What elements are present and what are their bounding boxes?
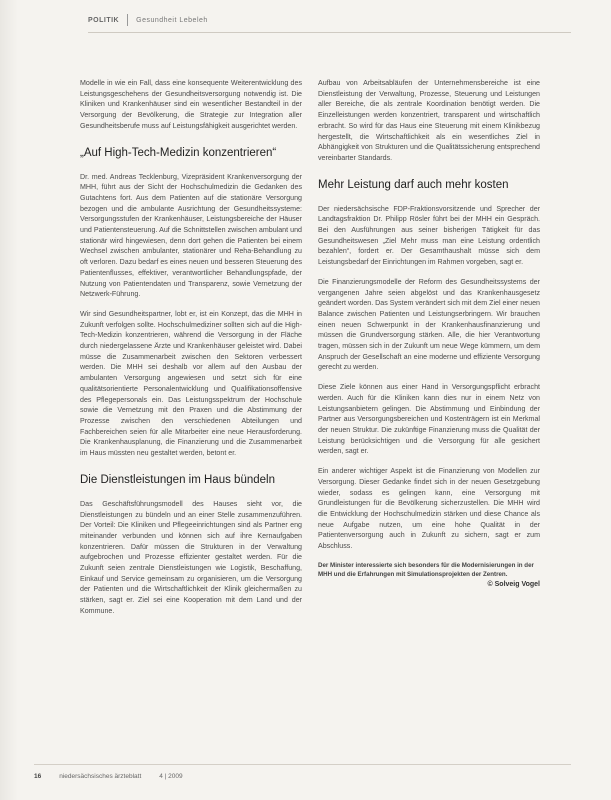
page-footer: [34, 770, 571, 782]
paragraph: Die Finanzierungsmodelle der Reform des Gesundheitssystems der vergangenen Jahre seien abgelöst und das Krankenhausgesetz geändert worden. Das System verändert sich mit dem Ziel einer neuen Balance zwischen Patienten und Leistungserbringern. Wir brauchen einen neuen Schwerpunkt in der Krankenhausfinanzierung und müssen die Grundversorgung stärken. Alle, die hier Verantwortung tragen, müssen sich in der Zukunft um neue Wege kümmern, um dem Anspruch der Gesellschaft an eine moderne und effiziente Versorgung gerecht zu werden.: [318, 277, 540, 372]
section-label: POLITIK: [88, 16, 120, 24]
right-column: [318, 78, 540, 588]
paragraph: Diese Ziele können aus einer Hand in Versorgungspflicht erbracht werden. Auch für die Kliniken kann dies nur in einem Netz von Leistungsanbietern gelingen. Die Abstimmung und Einbindung der Partner aus Versorgungsbereichen und Kostenträgern ist ein Merkmal der neuen Struktur. Die zukünftige Finanzierung muss die Qualität der Leistung berücksichtigen und die Versorgung für alle gesichert werden, sagt er.: [318, 383, 540, 456]
publication-name: niedersächsisches ärzteblatt: [59, 772, 142, 780]
issue-label: 4 | 2009: [159, 772, 183, 780]
paragraph: Aufbau von Arbeitsabläufen der Unternehmensbereiche ist eine Dienstleistung der Verwaltung, Prozesse, Steuerung und Leistungen aller Bereiche, die als zentrale Koordination benötigt werden. Die Einzelleistungen werden konzentriert, transparent und wirtschaftlich erbracht. So wird für das Haus eine Steuerung mit einem Klinikbezug hergestellt, die Wirtschaftlichkeit als ein wesentliches Ziel in Abhängigkeit von Strukturen und die Qualitätssicherung entsprechend vereinbarter Standards.: [318, 79, 540, 162]
paragraph: Das Geschäftsführungsmodell des Hauses sieht vor, die Dienstleistungen zu bündeln und an einer Stelle zusammenzuführen. Der Vorteil: Die Kliniken und Pflegeeinrichtungen sind als Partner eng miteinander verbunden und können sich auf ihre Kernaufgaben konzentrieren. Dafür müssen die Strukturen in der Verwaltung aufgebrochen und Prozesse effizienter gestaltet werden. Für die Zukunft seien zentrale Dienstleistungen wie Logistik, Beschaffung, Einkauf und Service gemeinsam zu organisieren, um die Versorgung der Patienten und die Wirtschaftlichkeit der Klinik gleichermaßen zu stärken, sagt er. Ziel sei eine Kooperation mit dem Land und der Kommune.: [80, 499, 302, 615]
left-column: [80, 78, 302, 626]
paragraph: Wir sind Gesundheitspartner, lobt er, ist ein Konzept, das die MHH in Zukunft verfolgen sollte. Hochschulmediziner sollten sich auf die High-Tech-Medizin konzentrieren, während die Versorgung in der Fläche durch niedergelassene Ärzte und Krankenhäuser geleistet wird. Dabei müsse die Zusammenarbeit zwischen den Sektoren verbessert werden. Die MHH sei deshalb vor allem auf den Ausbau der ambulanten Versorgung angewiesen und setzt sich für eine qualitätsorientierte Personalentwicklung und Qualifikationsoffensive des Pflegepersonals ein. Das Leistungsspektrum der Hochschule sowie die Vernetzung mit den Praxen und die Abstimmung der Prozesse zwischen den verschiedenen Abteilungen und Fachbereichen seien für alle Mitarbeiter eine neue Herausforderung. Die Krankenhausplanung, die Finanzierung und die Zusammenarbeit im Haus müssten neu gestaltet werden, betont er.: [80, 309, 302, 458]
header-rule: [88, 32, 571, 33]
subheading: Mehr Leistung darf auch mehr kosten: [318, 178, 509, 191]
photo-credit: © Solveig Vogel: [487, 580, 540, 588]
subheading: Die Dienstleistungen im Haus bündeln: [80, 473, 275, 486]
paragraph: Modelle in wie ein Fall, dass eine konsequente Weiterentwicklung des Leistungsgeschehens der Gesundheitsversorgung notwendig ist. Die Kliniken und Krankenhäuser sind ein wesentlicher Bestandteil in der Versorgung der Bevölkerung, die Strategie zur Integration aller Gesundheitsberufe muss auf Leistungsfähigkeit ausgerichtet werden.: [80, 79, 302, 130]
paragraph: Dr. med. Andreas Tecklenburg, Vizepräsident Krankenversorgung der MHH, führt aus der Sicht der Hochschulmedizin die Gedanken des Gutachtens fort. Aus dem Patienten auf die stationäre Versorgung bezogen und die ambulante Ausrichtung der Gesundheitssysteme: Versorgungsstufen der Krankenhäuser, Leistungsbereiche der Häuser und Patientensteuerung. Auf die Schnittstellen zwischen ambulant und stationär wird hingewiesen, denn dort gehen die Patienten bei einem Wechsel zwischen ambulanter, stationärer und Reha-Behandlung zu oft verloren. Dazu bedarf es eines neuen und besseren Steuerung des Patientenflusses, effektiver, verantwortlicher Behandlungspfade, der Nutzung von Patientendaten und Transparenz, sowie Vernetzung der Netzwerk-Führung.: [80, 172, 302, 299]
page-header: [88, 12, 208, 28]
paragraph: Ein anderer wichtiger Aspekt ist die Finanzierung von Modellen zur Versorgung. Dieser Gedanke findet sich in der neuen Gesetzgebung wieder, sodass es gelingen kann, eine Versorgung mit Grundleistungen für die Bevölkerung sicherzustellen. Die MHH wird die Entwicklung der Hochschulmedizin stärken und diese Chance als neue Aufgabe nutzen, um eine hohe Qualität in der Patientenversorgung auch in Zukunft zu sichern, sagt er zum Abschluss.: [318, 467, 540, 551]
page-number: 16: [34, 772, 42, 780]
paragraph: Der niedersächsische FDP-Fraktionsvorsitzende und Sprecher der Landtagsfraktion Dr. Philipp Rösler führt bei der MHH ein Gespräch. Bei den Ausführungen aus seiner bisherigen Tätigkeit für das Gesundheitswesen „Ziel Mehr muss man eine Leistung ordentlich bezahlen“, fordert er. Der Gesamthaushalt müsse sich dem Leistungsbedarf der Einrichtungen im Rahmen vorgeben, sagt er.: [318, 204, 540, 267]
footer-rule: [34, 764, 571, 765]
header-separator: [127, 14, 128, 26]
photo-caption: Der Minister interessierte sich besonders für die Modernisierungen in der MHH und die Erfahrungen mit Simulationsprojekten der Zentren.: [318, 561, 534, 578]
subheading: „Auf High-Tech-Medizin konzentrieren“: [80, 146, 277, 159]
topic-label: Gesundheit Lebeleh: [136, 16, 208, 24]
